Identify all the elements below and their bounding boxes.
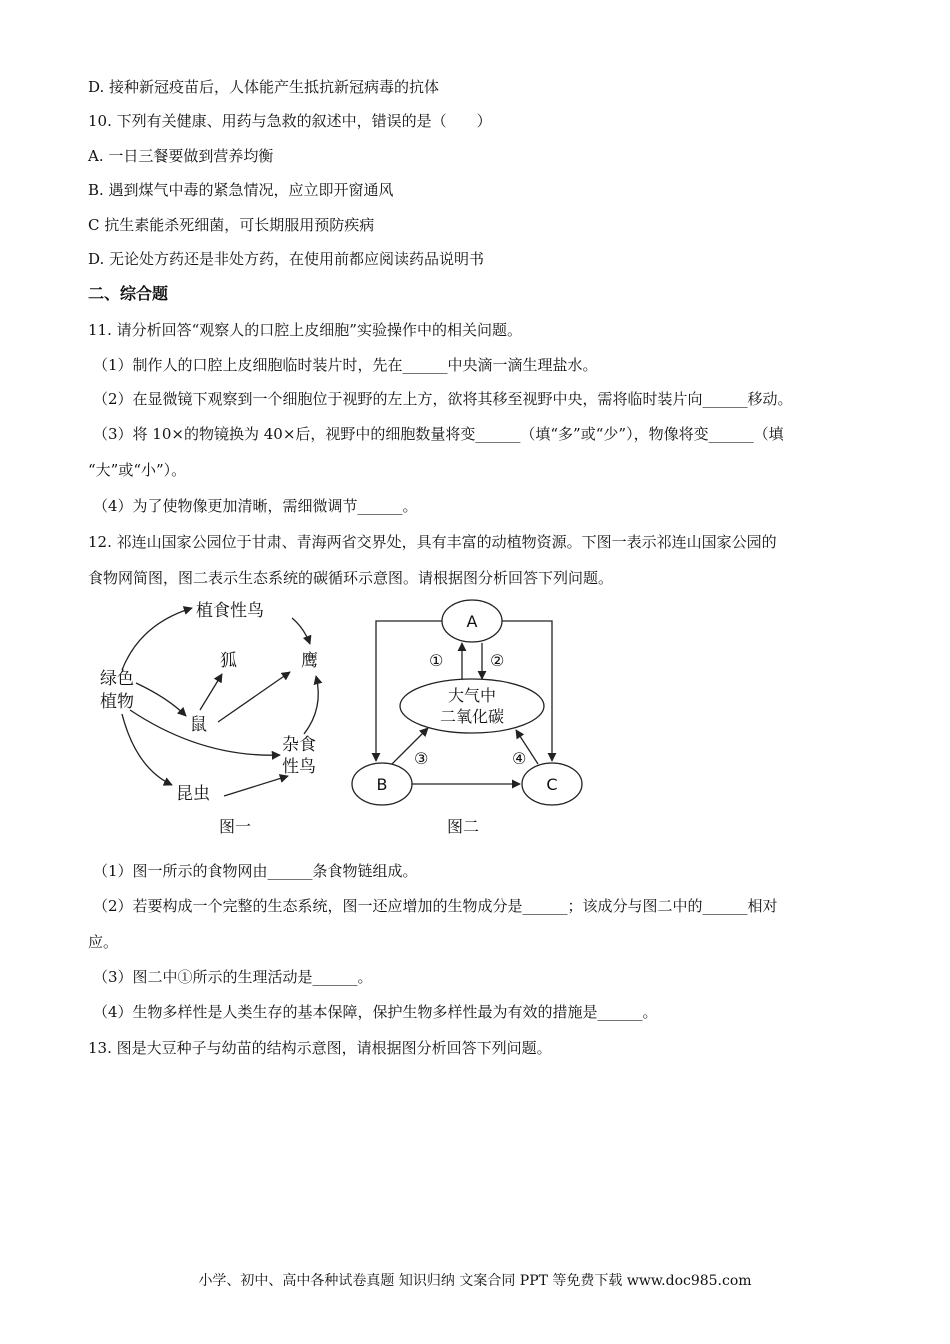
arrow-omnivore-bird-to-hawk <box>304 676 318 734</box>
food-web-figure <box>100 601 318 836</box>
hawk-label: 鹰 <box>301 651 318 671</box>
q12-part-2-cont: 应。 <box>88 933 119 951</box>
marker-1: ① <box>429 651 444 670</box>
q12-part-2: （2）若要构成一个完整的生态系统，图一还应增加的生物成分是______；该成分与图二中的______相对 <box>93 897 778 915</box>
node-b-label: B <box>376 775 388 794</box>
q9-option-d: D. 接种新冠疫苗后，人体能产生抵抗新冠病毒的抗体 <box>88 78 440 96</box>
marker-3: ③ <box>414 749 429 768</box>
q12-stem-line2: 食物网简图，图二表示生态系统的碳循环示意图。请根据图分析回答下列问题。 <box>88 569 614 587</box>
arrow-herbivore-bird-to-hawk <box>292 618 310 644</box>
plants-label-line1: 绿色 <box>100 669 134 689</box>
q11-part-1: （1）制作人的口腔上皮细胞临时装片时，先在______中央滴一滴生理盐水。 <box>93 356 598 374</box>
q11-part-2: （2）在显微镜下观察到一个细胞位于视野的左上方，欲将其移至视野中央，需将临时装片向______移动。 <box>93 390 793 408</box>
q10-option-c: C 抗生素能杀死细菌，可长期服用预防疾病 <box>88 216 375 234</box>
atmospheric-co2-label-line1: 大气中 <box>447 686 497 705</box>
marker-4: ④ <box>512 749 527 768</box>
q10-stem: 10. 下列有关健康、用药与急救的叙述中，错误的是（ ） <box>88 112 492 130</box>
q10-option-a: A. 一日三餐要做到营养均衡 <box>88 147 274 165</box>
fox-label: 狐 <box>220 651 237 671</box>
insect-label: 昆虫 <box>176 784 210 804</box>
carbon-cycle-labels <box>377 612 558 836</box>
omnivore-bird-label-line1: 杂食 <box>282 735 316 755</box>
q11-part-3: （3）将 10×的物镜换为 40×后，视野中的细胞数量将变______（填“多”或“少”），物像将变______（填 <box>93 425 784 443</box>
arrow-mouse-to-hawk <box>218 672 290 722</box>
q10-option-b: B. 遇到煤气中毒的紧急情况，应立即开窗通风 <box>88 181 394 199</box>
arrow-plants-to-mouse <box>136 683 186 716</box>
page-footer: 小学、初中、高中各种试卷真题 知识归纳 文案合同 PPT 等免费下载 www.doc985.com <box>198 1273 752 1289</box>
section-heading: 二、综合题 <box>88 284 169 303</box>
q12-part-3: （3）图二中①所示的生理活动是______。 <box>93 968 373 986</box>
q10-option-d: D. 无论处方药还是非处方药，在使用前都应阅读药品说明书 <box>88 250 485 268</box>
q12-figures <box>92 598 592 847</box>
arrow-mouse-to-fox <box>200 674 222 710</box>
figure-svg <box>92 598 592 843</box>
arrow-insect-to-omnivore-bird <box>224 776 288 796</box>
omnivore-bird-label-line2: 性鸟 <box>282 757 316 777</box>
arrow-plants-to-herbivore-bird <box>122 608 192 670</box>
arrow-plants-to-insect <box>122 714 172 785</box>
node-c-label: C <box>546 775 558 794</box>
q11-part-4: （4）为了使物像更加清晰，需细微调节______。 <box>93 497 418 515</box>
mouse-label: 鼠 <box>190 715 207 735</box>
figure1-caption: 图一 <box>219 817 252 836</box>
marker-2: ② <box>490 651 505 670</box>
q11-part-3-cont: “大”或“小”）。 <box>88 461 187 479</box>
plants-label-line2: 植物 <box>100 692 134 712</box>
q11-stem: 11. 请分析回答“观察人的口腔上皮细胞”实验操作中的相关问题。 <box>88 321 522 339</box>
herbivore-bird-label: 植食性鸟 <box>196 601 264 621</box>
q12-part-1: （1）图一所示的食物网由______条食物链组成。 <box>93 862 418 880</box>
q12-part-4: （4）生物多样性是人类生存的基本保障，保护生物多样性最为有效的措施是______。 <box>93 1003 658 1021</box>
q13-stem: 13. 图是大豆种子与幼苗的结构示意图，请根据图分析回答下列问题。 <box>88 1039 552 1057</box>
node-a-label: A <box>466 612 478 631</box>
q12-stem-line1: 12. 祁连山国家公园位于甘肃、青海两省交界处，具有丰富的动植物资源。下图一表示祁连山国家公园的 <box>88 533 777 551</box>
figure2-caption: 图二 <box>447 817 480 836</box>
atmospheric-co2-label-line2: 二氧化碳 <box>439 707 505 726</box>
